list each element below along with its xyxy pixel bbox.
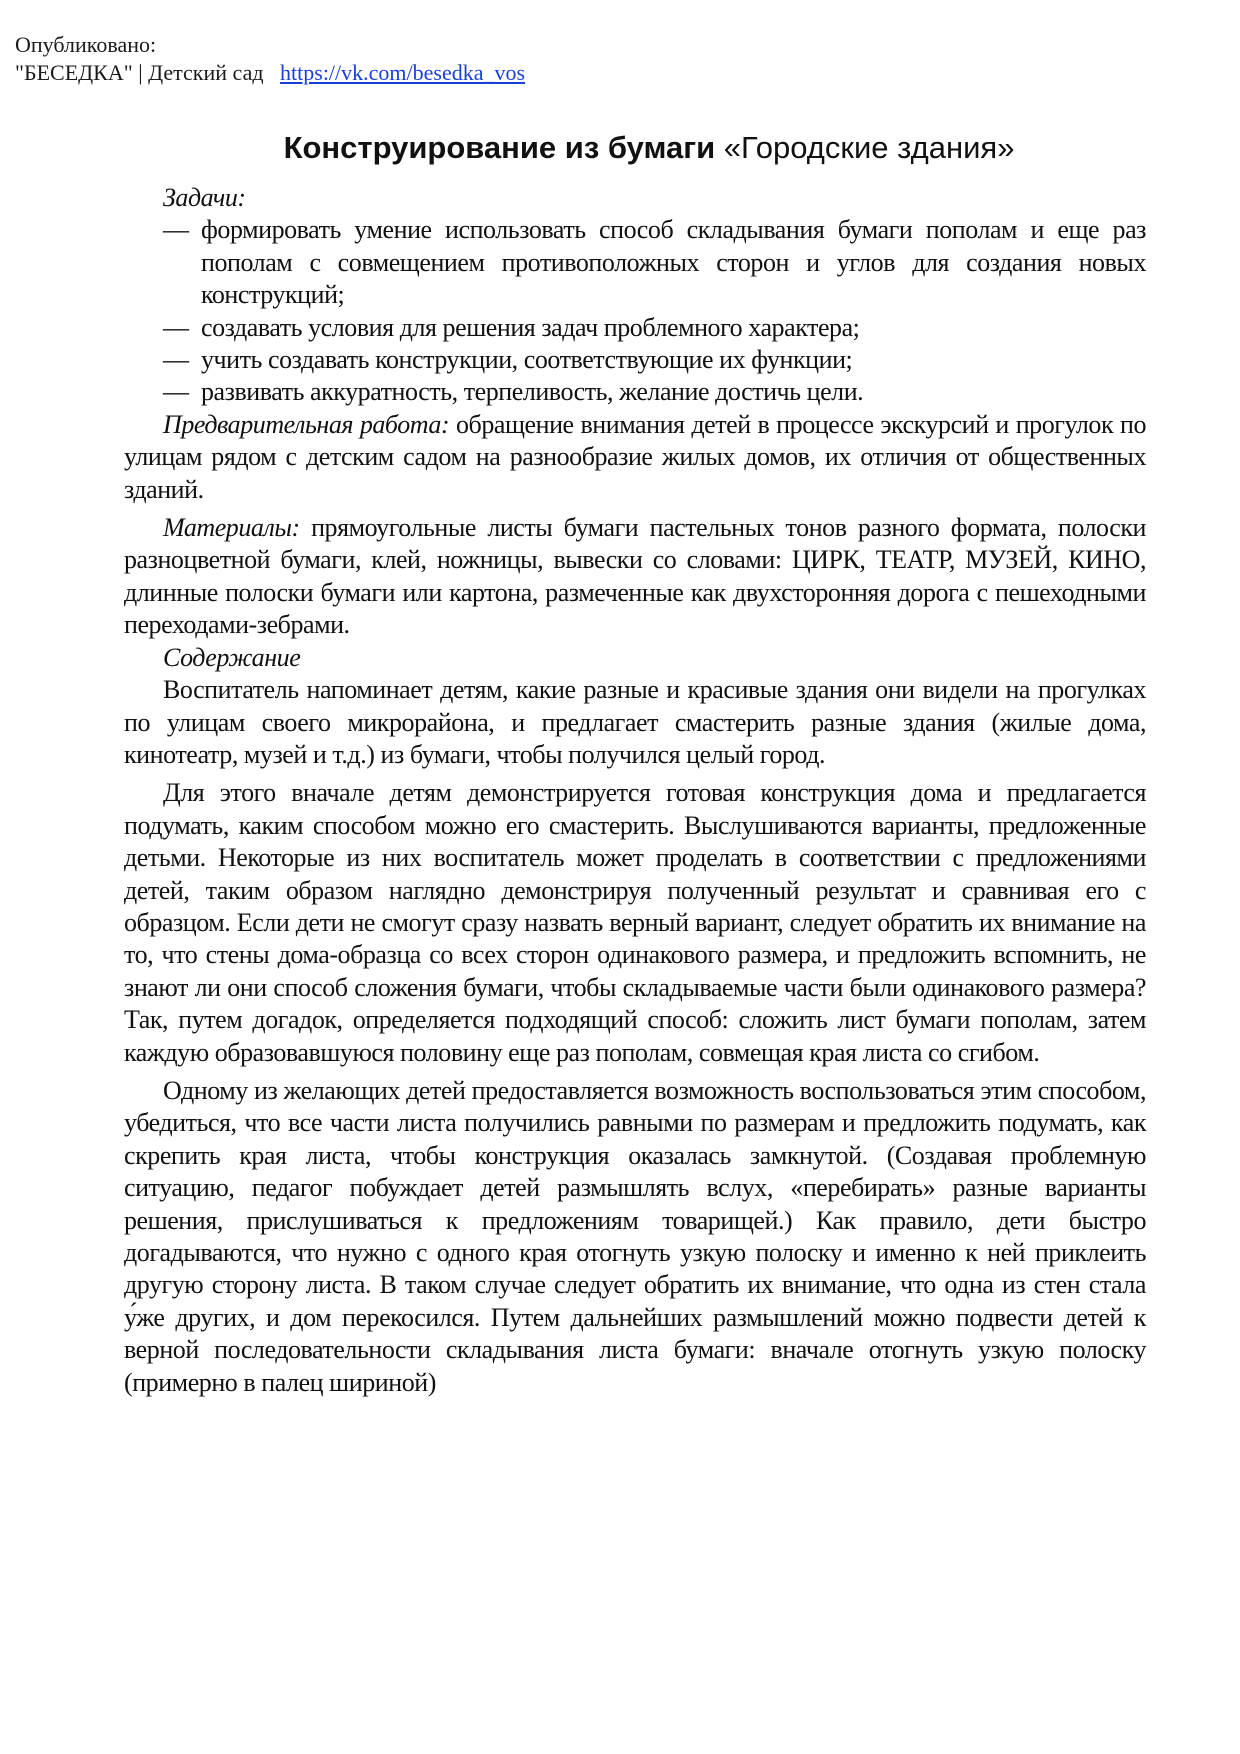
source-line [15, 59, 525, 87]
task-dash: — [163, 377, 189, 407]
content-paragraph: Воспитатель напоминает детям, какие разные и красивые здания они видели на прогулках по улицам своего микрорайона, и предлагает смастерить разные здания (жилые дома, кинотеатр, музей и т.д.) из бумаги, чтобы получился целый город. [124, 675, 1146, 769]
task-item [163, 214, 1146, 311]
tasks-list [124, 214, 1146, 408]
materials-paragraph [124, 512, 1146, 642]
task-dash: — [163, 312, 189, 342]
materials-text: прямоугольные листы бумаги пастельных тонов разного формата, полоски разноцветной бумаги, клей, ножницы, вывески со словами: ЦИРК, ТЕАТР, МУЗЕЙ, КИНО, длинные полоски бумаги или картона, размеченные как двухсторонняя дорога с пешеходными переходами-зебрами. [124, 513, 1146, 640]
task-dash: — [163, 215, 189, 245]
task-dash: — [163, 345, 189, 375]
task-text: учить создавать конструкции, соответствующие их функции; [201, 345, 853, 375]
tasks-label: Задачи: [163, 183, 246, 212]
title-bold: Конструирование из бумаги [283, 130, 716, 165]
publication-header [15, 31, 525, 87]
content-label: Содержание [163, 642, 301, 672]
task-text: создавать условия для решения задач проблемного характера; [201, 312, 860, 342]
materials-label: Материалы: [163, 513, 300, 543]
source-link[interactable]: https://vk.com/besedka_vos [280, 60, 526, 85]
task-item [163, 344, 1146, 376]
preliminary-label: Предварительная работа: [163, 409, 450, 439]
task-item [163, 376, 1146, 408]
content-paragraph: Одному из желающих детей предоставляется возможность воспользоваться этим способом, убедиться, что все части листа получились равными по размерам и предложить подумать, как скрепить края листа, чтобы конструкция оказалась замкнутой. (Создавая проблемную ситуацию, педагог побуждает детей размышлять вслух, «перебирать» разные варианты решения, прислушиваться к предложениям товарищей.) Как правило, дети быстро догадываются, что нужно с одного края отогнуть узкую полоску и именно к ней приклеить другую сторону листа. В таком случае следует обратить их внимание, что одна из стен стала у́же других, и дом перекосился. Путем дальнейших размышлений можно подвести детей к верной последовательности складывания листа бумаги: вначале отогнуть узкую полоску (примерно в палец шириной) [124, 1075, 1146, 1397]
task-item [163, 312, 1146, 344]
task-text: формировать умение использовать способ складывания бумаги пополам и еще раз пополам с совмещением противоположных сторон и углов для создания новых конструкций; [201, 215, 1146, 310]
title-normal: «Городские здания» [723, 130, 1015, 165]
published-label: Опубликовано: [15, 32, 157, 57]
document-body [124, 182, 1146, 1399]
page-title [124, 128, 1146, 168]
content-paragraph: Для этого вначале детям демонстрируется готовая конструкция дома и предлагается подумать, каким способом можно его смастерить. Выслушиваются варианты, предложенные детьми. Некоторые из них воспитатель может проделать в соответствии с предложениями детей, таким образом наглядно демонстрируя полученный результат и сравнивая его с образцом. Если дети не смогут сразу назвать верный вариант, следует обратить их внимание на то, что стены дома-образца со всех сторон одинакового размера, и предложить вспомнить, не знают ли они способ сложения бумаги, чтобы складываемые части были одинакового размера? Так, путем догадок, определяется подходящий способ: сложить лист бумаги пополам, затем каждую образовавшуюся половину еще раз пополам, совмещая края листа со сгибом. [124, 778, 1146, 1067]
preliminary-paragraph [124, 409, 1146, 506]
task-text: развивать аккуратность, терпеливость, желание достичь цели. [201, 377, 864, 407]
source-name: "БЕСЕДКА" | Детский сад [15, 60, 264, 85]
preliminary-text: обращение внимания детей в процессе экскурсий и прогулок по улицам рядом с детским садом на разнообразие жилых домов, их отличия от общественных зданий. [124, 409, 1146, 504]
document-page [124, 128, 1146, 1399]
